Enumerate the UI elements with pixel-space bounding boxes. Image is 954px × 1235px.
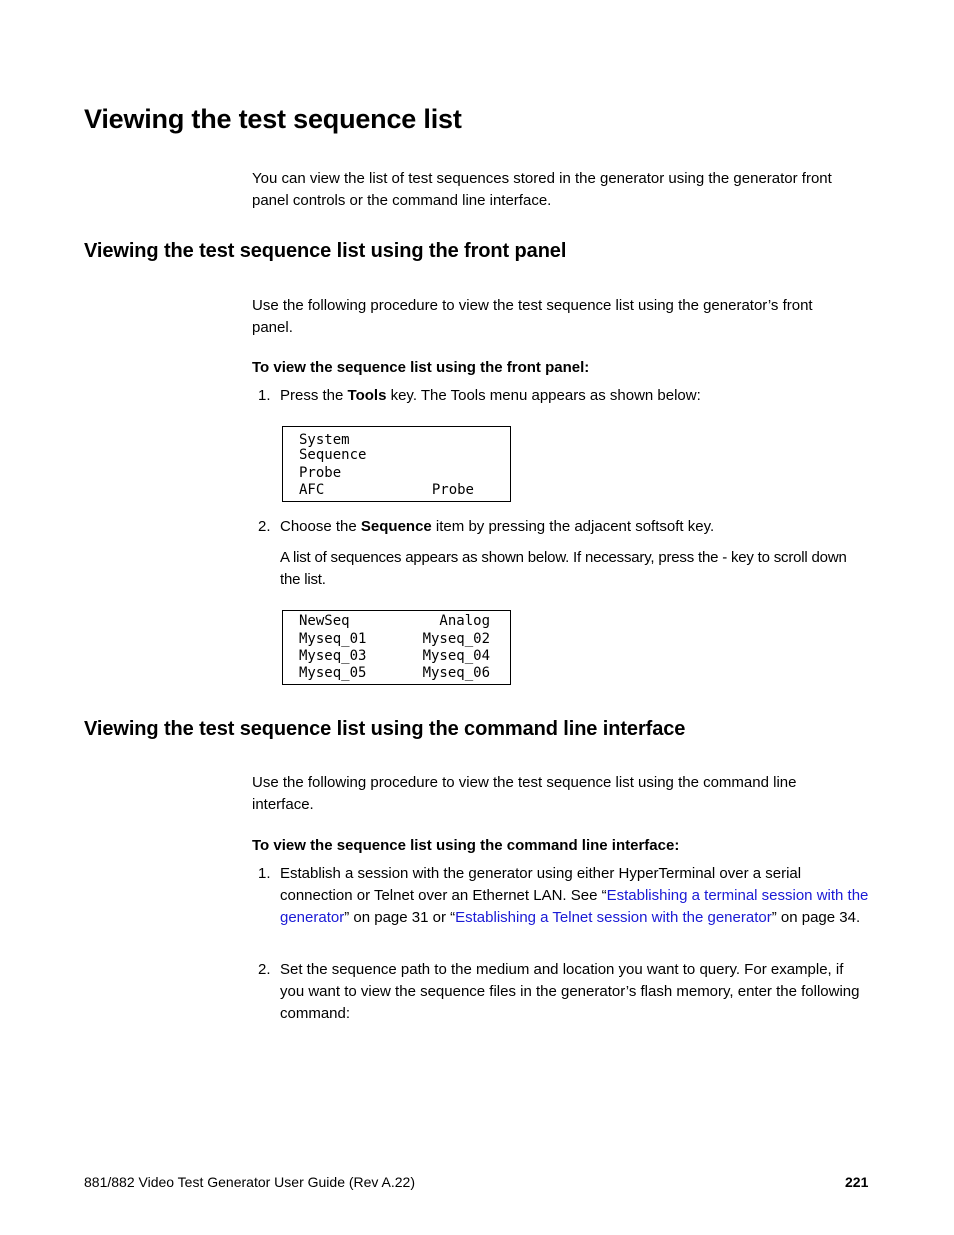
step-2-note: A list of sequences appears as shown below. If necessary, press the - key to scroll down the list. bbox=[280, 549, 847, 588]
step-number: 2. bbox=[258, 961, 271, 978]
tools-menu-display bbox=[282, 426, 511, 502]
lcd-item-system: System bbox=[299, 432, 350, 448]
lcd-seq-item: Myseq_01 bbox=[299, 631, 367, 647]
step-text: Choose the bbox=[280, 518, 361, 535]
lcd-seq-item: Myseq_05 bbox=[299, 665, 367, 681]
lcd-row bbox=[299, 482, 474, 499]
lcd-row bbox=[299, 613, 490, 630]
telnet-session-link[interactable]: Establishing a Telnet session with the generator bbox=[455, 909, 772, 926]
terminal-session-link[interactable]: Establishing a terminal session with the generator bbox=[280, 887, 869, 926]
sequence-list-display bbox=[282, 610, 511, 685]
step-text: key. The Tools menu appears as shown below: bbox=[386, 387, 701, 404]
front-panel-paragraph: Use the following procedure to view the test sequence list using the generator’s front panel. bbox=[252, 297, 813, 336]
page-number: 221 bbox=[845, 1174, 869, 1190]
lcd-row bbox=[299, 665, 490, 682]
lcd-item-probe: Probe bbox=[299, 465, 342, 481]
step-number: 2. bbox=[258, 518, 271, 535]
lcd-seq-item: NewSeq bbox=[299, 613, 350, 629]
step-2-text: Set the sequence path to the medium and location you want to query. For example, if you want to view the sequence files in the generator’s flash memory, enter the following command: bbox=[280, 961, 860, 1022]
lcd-seq-item: Myseq_03 bbox=[299, 648, 367, 664]
lcd-seq-item: Myseq_04 bbox=[422, 648, 490, 664]
step-number: 1. bbox=[258, 387, 271, 404]
footer-guide-title: 881/882 Video Test Generator User Guide (Rev A.22) bbox=[84, 1174, 416, 1190]
lcd-item-probe-right: Probe bbox=[431, 482, 474, 498]
lcd-row bbox=[299, 465, 490, 482]
step-text: Establish a session with the generator using either HyperTerminal over a serial connection or Telnet over an Ethernet LAN. See “ bbox=[280, 865, 802, 904]
page-title: Viewing the test sequence list bbox=[84, 104, 462, 134]
lcd-seq-item: Myseq_02 bbox=[422, 631, 490, 647]
lcd-item-afc: AFC bbox=[299, 482, 325, 498]
lcd-row bbox=[299, 631, 490, 648]
lcd-item-sequence: Sequence bbox=[299, 447, 367, 463]
step-number: 1. bbox=[258, 865, 271, 882]
lcd-seq-item: Myseq_06 bbox=[422, 665, 490, 681]
step-1-text bbox=[280, 863, 870, 929]
section-heading-command-line: Viewing the test sequence list using the command line interface bbox=[84, 718, 686, 740]
lcd-row bbox=[299, 648, 490, 665]
section-heading-front-panel: Viewing the test sequence list using the front panel bbox=[84, 240, 567, 262]
step-text: ” on page 31 or “ bbox=[344, 909, 456, 926]
step-text: Press the bbox=[280, 387, 348, 404]
intro-paragraph: You can view the list of test sequences stored in the generator using the generator front panel controls or the command line interface. bbox=[252, 170, 832, 209]
tools-key-label: Tools bbox=[347, 387, 387, 404]
procedure-title-command-line: To view the sequence list using the command line interface: bbox=[252, 837, 680, 854]
step-text: item by pressing the adjacent softsoft key. bbox=[431, 518, 715, 535]
step-text: ” on page 34. bbox=[771, 909, 861, 926]
procedure-title-front-panel: To view the sequence list using the front panel: bbox=[252, 359, 590, 376]
lcd-row bbox=[299, 447, 490, 464]
lcd-seq-item: Analog bbox=[439, 613, 490, 629]
command-line-paragraph: Use the following procedure to view the test sequence list using the command line interface. bbox=[252, 774, 797, 813]
sequence-item-label: Sequence bbox=[360, 518, 432, 535]
